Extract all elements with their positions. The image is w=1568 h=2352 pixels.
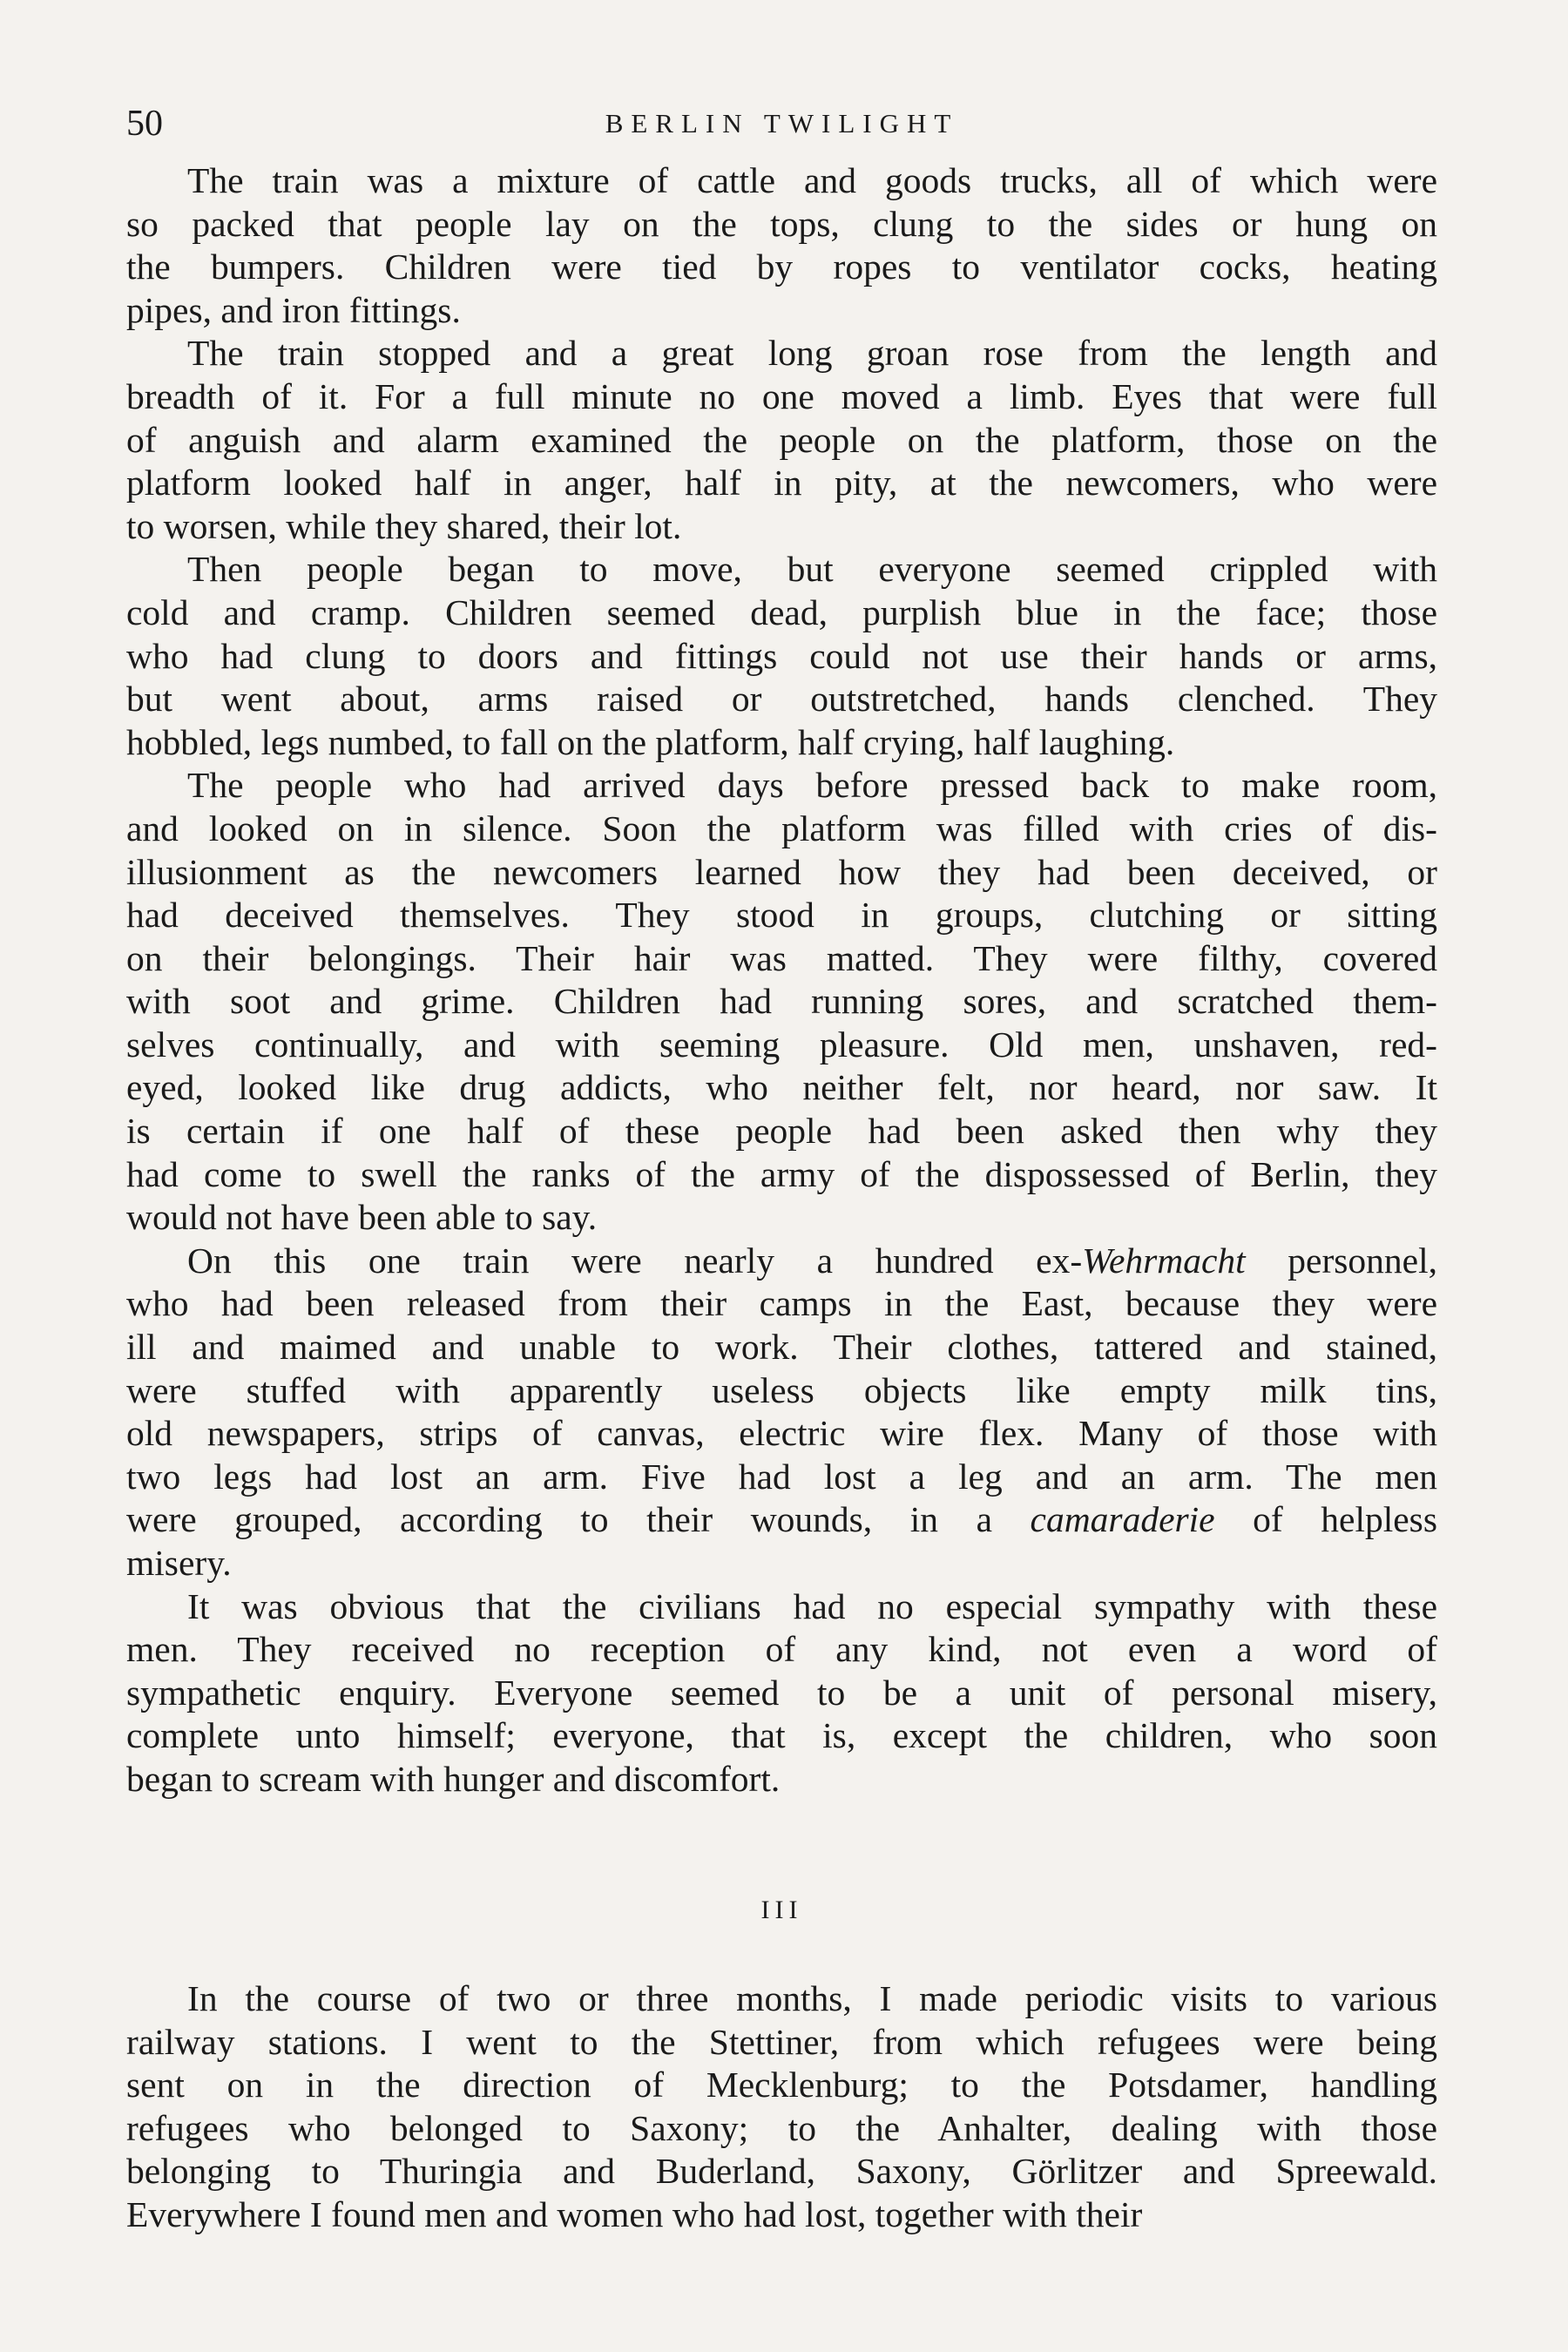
text-line: pipes, and iron fittings. [126, 289, 461, 330]
text-line: were grouped, according to their wounds, in a camaraderie of helpless [126, 1499, 1437, 1540]
text-line: cold and cramp. Children seemed dead, purplish blue in the face; those [126, 591, 1437, 632]
text-line: The train was a mixture of cattle and goods trucks, all of which were [187, 160, 1437, 200]
text-line: would not have been able to say. [126, 1197, 598, 1238]
text-line: refugees who belonged to Saxony; to the Anhalter, dealing with those [126, 2107, 1437, 2148]
text-line: and looked on in silence. Soon the platform was filled with cries of dis- [126, 808, 1437, 848]
text-line: to worsen, while they shared, their lot. [126, 505, 682, 546]
text-line: It was obvious that the civilians had no especial sympathy with these [187, 1585, 1437, 1626]
text-line: the bumpers. Children were tied by ropes to ventilator cocks, heating [126, 247, 1437, 287]
text-line: On this one train were nearly a hundred ex-Wehrmacht personnel, [187, 1240, 1438, 1281]
text-line: began to scream with hunger and discomfort. [126, 1758, 781, 1799]
text-line: old newspapers, strips of canvas, electric wire flex. Many of those with [126, 1413, 1437, 1454]
paragraph [126, 1977, 1437, 2237]
text-line: so packed that people lay on the tops, clung to the sides or hung on [126, 203, 1437, 244]
paragraph [126, 159, 1437, 332]
paragraph [126, 1240, 1437, 1585]
italic-text: camaraderie [1030, 1499, 1215, 1540]
text-line: on their belongings. Their hair was matted. They were filthy, covered [126, 937, 1437, 978]
text-line: but went about, arms raised or outstretched, hands clenched. They [126, 679, 1437, 720]
text-line: with soot and grime. Children had running sores, and scratched them- [126, 981, 1437, 1022]
body-text [126, 159, 1437, 1801]
text-line: platform looked half in anger, half in pity, at the newcomers, who were [126, 463, 1437, 504]
running-title: BERLIN TWILIGHT [605, 108, 959, 139]
section-number: III [760, 1896, 803, 1924]
text-line: complete unto himself; everyone, that is, except the children, who soon [126, 1715, 1437, 1756]
text-line: hobbled, legs numbed, to fall on the platform, half crying, half laughing. [126, 721, 1175, 762]
text-line: of anguish and alarm examined the people on the platform, those on the [126, 419, 1437, 460]
body-text-after-section [126, 1977, 1437, 2237]
text-line: ill and maimed and unable to work. Their clothes, tattered and stained, [126, 1327, 1437, 1368]
page-header [126, 98, 1437, 150]
text-line: Everywhere I found men and women who had lost, together with their [126, 2193, 1143, 2234]
text-line: sympathetic enquiry. Everyone seemed to be a unit of personal misery, [126, 1672, 1437, 1713]
text-line: misery. [126, 1543, 232, 1583]
text-line: eyed, looked like drug addicts, who neither felt, nor heard, nor saw. It [126, 1067, 1437, 1108]
page-number: 50 [126, 104, 163, 144]
text-line: is certain if one half of these people had been asked then why they [126, 1111, 1437, 1152]
paragraph [126, 1585, 1437, 1801]
text-line: two legs had lost an arm. Five had lost a leg and an arm. The men [126, 1456, 1437, 1497]
paragraph [126, 332, 1437, 548]
text-line: The train stopped and a great long groan rose from the length and [187, 333, 1437, 374]
text-line: illusionment as the newcomers learned how they had been deceived, or [126, 851, 1437, 892]
text-line: belonging to Thuringia and Buderland, Saxony, Görlitzer and Spreewald. [126, 2151, 1437, 2192]
italic-text: Wehrmacht [1082, 1240, 1246, 1281]
text-line: railway stations. I went to the Stettiner, from which refugees were being [126, 2021, 1437, 2062]
paragraph [126, 764, 1437, 1240]
text-line: were stuffed with apparently useless objects like empty milk tins, [126, 1369, 1437, 1410]
text-line: Then people began to move, but everyone seemed crippled with [187, 549, 1437, 590]
text-line: breadth of it. For a full minute no one moved a limb. Eyes that were full [126, 375, 1437, 416]
paragraph [126, 548, 1437, 764]
text-line: who had been released from their camps in the East, because they were [126, 1283, 1437, 1324]
text-line: had deceived themselves. They stood in groups, clutching or sitting [126, 895, 1437, 936]
text-line: In the course of two or three months, I made periodic visits to various [187, 1978, 1437, 2018]
text-line: men. They received no reception of any kind, not even a word of [126, 1629, 1437, 1670]
text-line: sent on in the direction of Mecklenburg; to the Potsdamer, handling [126, 2065, 1437, 2105]
text-line: selves continually, and with seeming pleasure. Old men, unshaven, red- [126, 1024, 1437, 1064]
text-line: had come to swell the ranks of the army of the dispossessed of Berlin, they [126, 1153, 1437, 1194]
text-line: who had clung to doors and fittings could not use their hands or arms, [126, 635, 1437, 676]
text-line: The people who had arrived days before pressed back to make room, [187, 765, 1437, 806]
